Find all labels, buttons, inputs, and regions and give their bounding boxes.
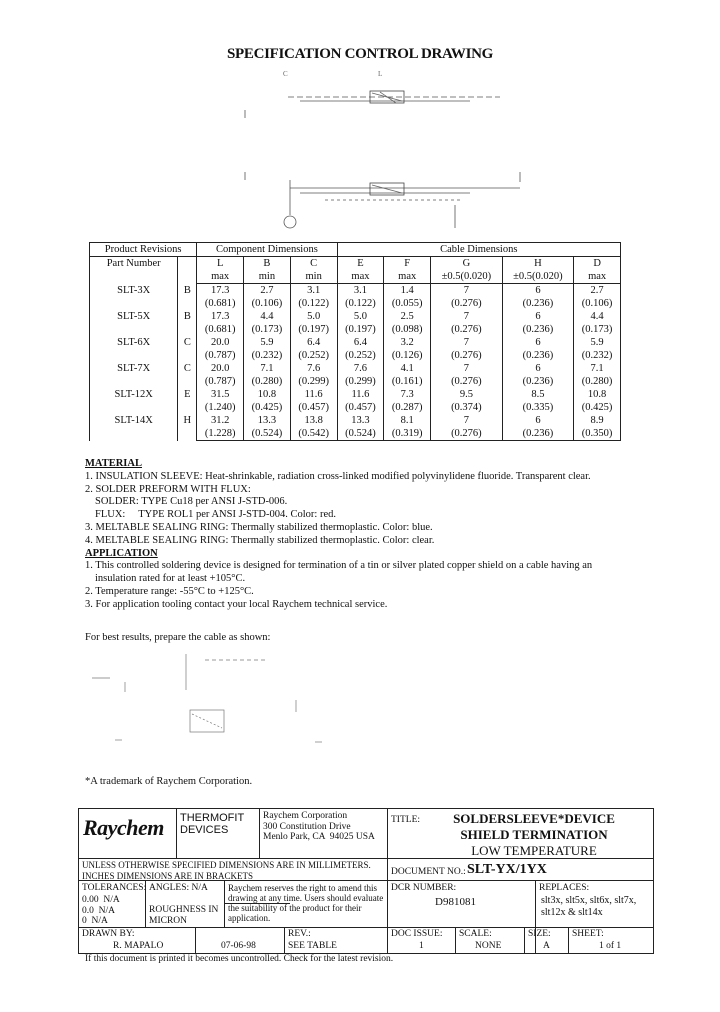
drawn-label: DRAWN BY:: [82, 929, 135, 939]
material-line: 3. MELTABLE SEALING RING: Thermally stabilized thermoplastic. Color: blue.: [85, 521, 433, 533]
material-line: SOLDER: TYPE Cu18 per ANSI J-STD-006.: [95, 496, 288, 508]
value-inch: (0.232): [574, 349, 621, 362]
value-inch: (1.240): [197, 401, 244, 414]
value-mm: 5.9: [574, 336, 621, 349]
application-line: insulation rated for at least +105°C.: [95, 573, 246, 585]
drawn-by: R. MAPALO: [113, 941, 164, 951]
value-mm: 6.4: [290, 336, 337, 349]
value-inch: (0.335): [502, 401, 574, 414]
value-mm: 6: [502, 414, 574, 427]
value-inch: (0.236): [502, 349, 574, 362]
doc-issue-value: 1: [419, 941, 424, 951]
value-mm: 7.1: [574, 362, 621, 375]
size-value: A: [543, 941, 550, 951]
material-heading: MATERIAL: [85, 458, 142, 469]
value-mm: 8.5: [502, 388, 574, 401]
size-label: SIZE:: [528, 929, 551, 939]
dcr-number: D981081: [435, 896, 476, 908]
value-mm: 3.1: [290, 284, 337, 298]
value-mm: 13.3: [337, 414, 384, 427]
value-inch: (0.276): [431, 427, 503, 441]
material-line: 4. MELTABLE SEALING RING: Thermally stabilized thermoplastic. Color: clear.: [85, 534, 435, 546]
material-line: FLUX: TYPE ROL1 per ANSI J-STD-004. Color: red.: [95, 509, 337, 521]
value-mm: 3.1: [337, 284, 384, 298]
svg-text:L: L: [378, 70, 383, 78]
device-drawing: [0, 0, 720, 240]
value-inch: (0.126): [384, 349, 431, 362]
value-inch: (0.299): [290, 375, 337, 388]
value-mm: 6.4: [337, 336, 384, 349]
tolerances-label: TOLERANCES:: [82, 883, 147, 893]
material-section: [85, 458, 592, 612]
material-line: 2. SOLDER PREFORM WITH FLUX:: [85, 483, 251, 495]
disclaimer: Raychem reserves the right to amend this drawing at any time. Users should evaluate the suitability of the product for their application.: [228, 883, 384, 923]
part-number: SLT-6X: [90, 336, 178, 362]
value-mm: 20.0: [197, 336, 244, 349]
application-line: 2. Temperature range: -55°C to +125°C.: [85, 585, 254, 597]
value-inch: (0.236): [502, 375, 574, 388]
value-mm: 7: [431, 284, 503, 298]
value-inch: (0.276): [431, 297, 503, 310]
value-mm: 31.2: [197, 414, 244, 427]
value-mm: 9.5: [431, 388, 503, 401]
value-inch: (0.542): [290, 427, 337, 441]
col-sub: ±0.5(0.020): [502, 270, 574, 284]
value-mm: 10.8: [574, 388, 621, 401]
doc-issue-label: DOC ISSUE:: [391, 929, 443, 939]
part-number: SLT-7X: [90, 362, 178, 388]
cable-prep-drawing: [0, 640, 720, 760]
value-mm: 11.6: [290, 388, 337, 401]
value-mm: 8.9: [574, 414, 621, 427]
revision: H: [178, 414, 197, 441]
value-inch: (0.161): [384, 375, 431, 388]
value-inch: (0.236): [502, 323, 574, 336]
value-mm: 8.1: [384, 414, 431, 427]
value-inch: (0.098): [384, 323, 431, 336]
header-cable-dimensions: Cable Dimensions: [337, 243, 620, 257]
value-inch: (0.350): [574, 427, 621, 441]
value-inch: (0.287): [384, 401, 431, 414]
value-mm: 6: [502, 336, 574, 349]
value-inch: (0.232): [244, 349, 291, 362]
value-inch: (0.425): [244, 401, 291, 414]
doc-label: DOCUMENT NO.:: [391, 867, 466, 877]
col-sub: max: [384, 270, 431, 284]
sheet-label: SHEET:: [572, 929, 604, 939]
value-inch: (0.276): [431, 349, 503, 362]
doc-number: SLT-YX/1YX: [467, 862, 547, 877]
value-inch: (0.197): [290, 323, 337, 336]
division: THERMOFIT DEVICES: [180, 812, 245, 836]
value-inch: (0.425): [574, 401, 621, 414]
col-sub: min: [244, 270, 291, 284]
dcr-label: DCR NUMBER:: [391, 883, 457, 893]
value-mm: 2.5: [384, 310, 431, 323]
value-inch: (0.457): [290, 401, 337, 414]
value-inch: (0.252): [290, 349, 337, 362]
part-number: SLT-3X: [90, 284, 178, 311]
title-line-3: LOW TEMPERATURE: [471, 843, 597, 858]
raychem-logo: Raychem: [83, 815, 164, 840]
sheet-value: 1 of 1: [599, 941, 622, 951]
title-label: TITLE:: [391, 815, 421, 825]
value-mm: 6: [502, 362, 574, 375]
value-inch: (0.319): [384, 427, 431, 441]
col-name: B: [244, 257, 291, 271]
value-mm: 4.4: [244, 310, 291, 323]
best-results-text: For best results, prepare the cable as shown:: [85, 632, 271, 643]
dimensions-table: [89, 242, 621, 441]
value-inch: (0.236): [502, 297, 574, 310]
part-number: SLT-5X: [90, 310, 178, 336]
value-mm: 11.6: [337, 388, 384, 401]
scale-label: SCALE:: [459, 929, 492, 939]
header-product-revisions: Product Revisions: [90, 243, 197, 257]
value-inch: (0.055): [384, 297, 431, 310]
value-inch: (0.276): [431, 375, 503, 388]
value-mm: 6: [502, 284, 574, 298]
drawn-date: 07-06-98: [221, 941, 256, 951]
application-line: 1. This controlled soldering device is designed for termination of a tin or silver plated copper shield on a cable having an: [85, 560, 593, 572]
value-inch: (0.280): [574, 375, 621, 388]
footer-note: If this document is printed it becomes uncontrolled. Check for the latest revision.: [85, 954, 394, 964]
col-name: D: [574, 257, 621, 271]
value-mm: 6: [502, 310, 574, 323]
value-mm: 1.4: [384, 284, 431, 298]
title-block: [78, 808, 654, 954]
scale-value: NONE: [475, 941, 502, 951]
value-mm: 7.6: [290, 362, 337, 375]
title-line-1: SOLDERSLEEVE*DEVICE: [453, 811, 615, 826]
application-heading: APPLICATION: [85, 547, 158, 559]
col-sub: min: [290, 270, 337, 284]
col-name: F: [384, 257, 431, 271]
value-inch: (0.280): [244, 375, 291, 388]
value-inch: (1.228): [197, 427, 244, 441]
revision: B: [178, 284, 197, 311]
revision: C: [178, 336, 197, 362]
value-inch: (0.106): [244, 297, 291, 310]
value-mm: 7.3: [384, 388, 431, 401]
value-mm: 13.3: [244, 414, 291, 427]
value-inch: (0.681): [197, 297, 244, 310]
page-title: SPECIFICATION CONTROL DRAWING: [226, 46, 494, 62]
value-mm: 7: [431, 414, 503, 427]
table-body: [90, 284, 621, 441]
value-mm: 20.0: [197, 362, 244, 375]
value-inch: (0.106): [574, 297, 621, 310]
value-inch: (0.374): [431, 401, 503, 414]
value-inch: (0.524): [337, 427, 384, 441]
value-mm: 2.7: [574, 284, 621, 298]
value-mm: 4.1: [384, 362, 431, 375]
revision: B: [178, 310, 197, 336]
replaces-list: slt3x, slt5x, slt6x, slt7x, slt12x & slt14x: [541, 895, 637, 918]
value-inch: (0.276): [431, 323, 503, 336]
col-name: G: [431, 257, 503, 271]
value-mm: 7.1: [244, 362, 291, 375]
value-inch: (0.457): [337, 401, 384, 414]
revision: E: [178, 388, 197, 414]
material-line: 1. INSULATION SLEEVE: Heat-shrinkable, radiation cross-linked modified polyvinylidene fluoride. Transparent clear.: [85, 470, 591, 482]
value-mm: 7: [431, 310, 503, 323]
trademark-note: *A trademark of Raychem Corporation.: [85, 776, 253, 787]
col-sub: max: [574, 270, 621, 284]
header-part-number: Part Number: [90, 257, 178, 284]
replaces-label: REPLACES:: [539, 883, 590, 893]
rev-value: SEE TABLE: [288, 941, 337, 951]
angles: ANGLES: N/A: [149, 883, 208, 893]
col-name: E: [337, 257, 384, 271]
value-mm: 5.0: [337, 310, 384, 323]
header-component-dimensions: Component Dimensions: [197, 243, 337, 257]
value-mm: 5.9: [244, 336, 291, 349]
value-inch: (0.787): [197, 349, 244, 362]
col-sub: ±0.5(0.020): [431, 270, 503, 284]
col-name: L: [197, 257, 244, 271]
value-inch: (0.299): [337, 375, 384, 388]
value-inch: (0.122): [337, 297, 384, 310]
title-line-2: SHIELD TERMINATION: [460, 827, 608, 842]
part-number: SLT-12X: [90, 388, 178, 414]
rev-label: REV.:: [288, 929, 311, 939]
value-mm: 7: [431, 362, 503, 375]
col-sub: max: [197, 270, 244, 284]
value-inch: (0.173): [574, 323, 621, 336]
value-inch: (0.252): [337, 349, 384, 362]
value-mm: 31.5: [197, 388, 244, 401]
col-name: C: [290, 257, 337, 271]
tolerances-values: 0.00 N/A 0.0 N/A 0 N/A: [82, 895, 120, 926]
col-name: H: [502, 257, 574, 271]
value-mm: 10.8: [244, 388, 291, 401]
value-mm: 17.3: [197, 284, 244, 298]
value-inch: (0.173): [244, 323, 291, 336]
value-inch: (0.236): [502, 427, 574, 441]
value-inch: (0.787): [197, 375, 244, 388]
part-number: SLT-14X: [90, 414, 178, 441]
value-mm: 7.6: [337, 362, 384, 375]
value-inch: (0.197): [337, 323, 384, 336]
value-mm: 17.3: [197, 310, 244, 323]
value-inch: (0.681): [197, 323, 244, 336]
col-sub: max: [337, 270, 384, 284]
revision: C: [178, 362, 197, 388]
value-mm: 4.4: [574, 310, 621, 323]
application-line: 3. For application tooling contact your local Raychem technical service.: [85, 598, 388, 610]
roughness: ROUGHNESS IN MICRON: [149, 905, 219, 926]
value-inch: (0.524): [244, 427, 291, 441]
value-mm: 5.0: [290, 310, 337, 323]
value-inch: (0.122): [290, 297, 337, 310]
value-mm: 7: [431, 336, 503, 349]
svg-text:C: C: [283, 70, 288, 78]
value-mm: 3.2: [384, 336, 431, 349]
units-note: UNLESS OTHERWISE SPECIFIED DIMENSIONS ARE IN MILLIMETERS. INCHES DIMENSIONS ARE IN BRACKETS: [82, 860, 371, 881]
value-mm: 2.7: [244, 284, 291, 298]
address: Raychem Corporation 300 Constitution Drive Menlo Park, CA 94025 USA: [263, 811, 375, 842]
value-mm: 13.8: [290, 414, 337, 427]
